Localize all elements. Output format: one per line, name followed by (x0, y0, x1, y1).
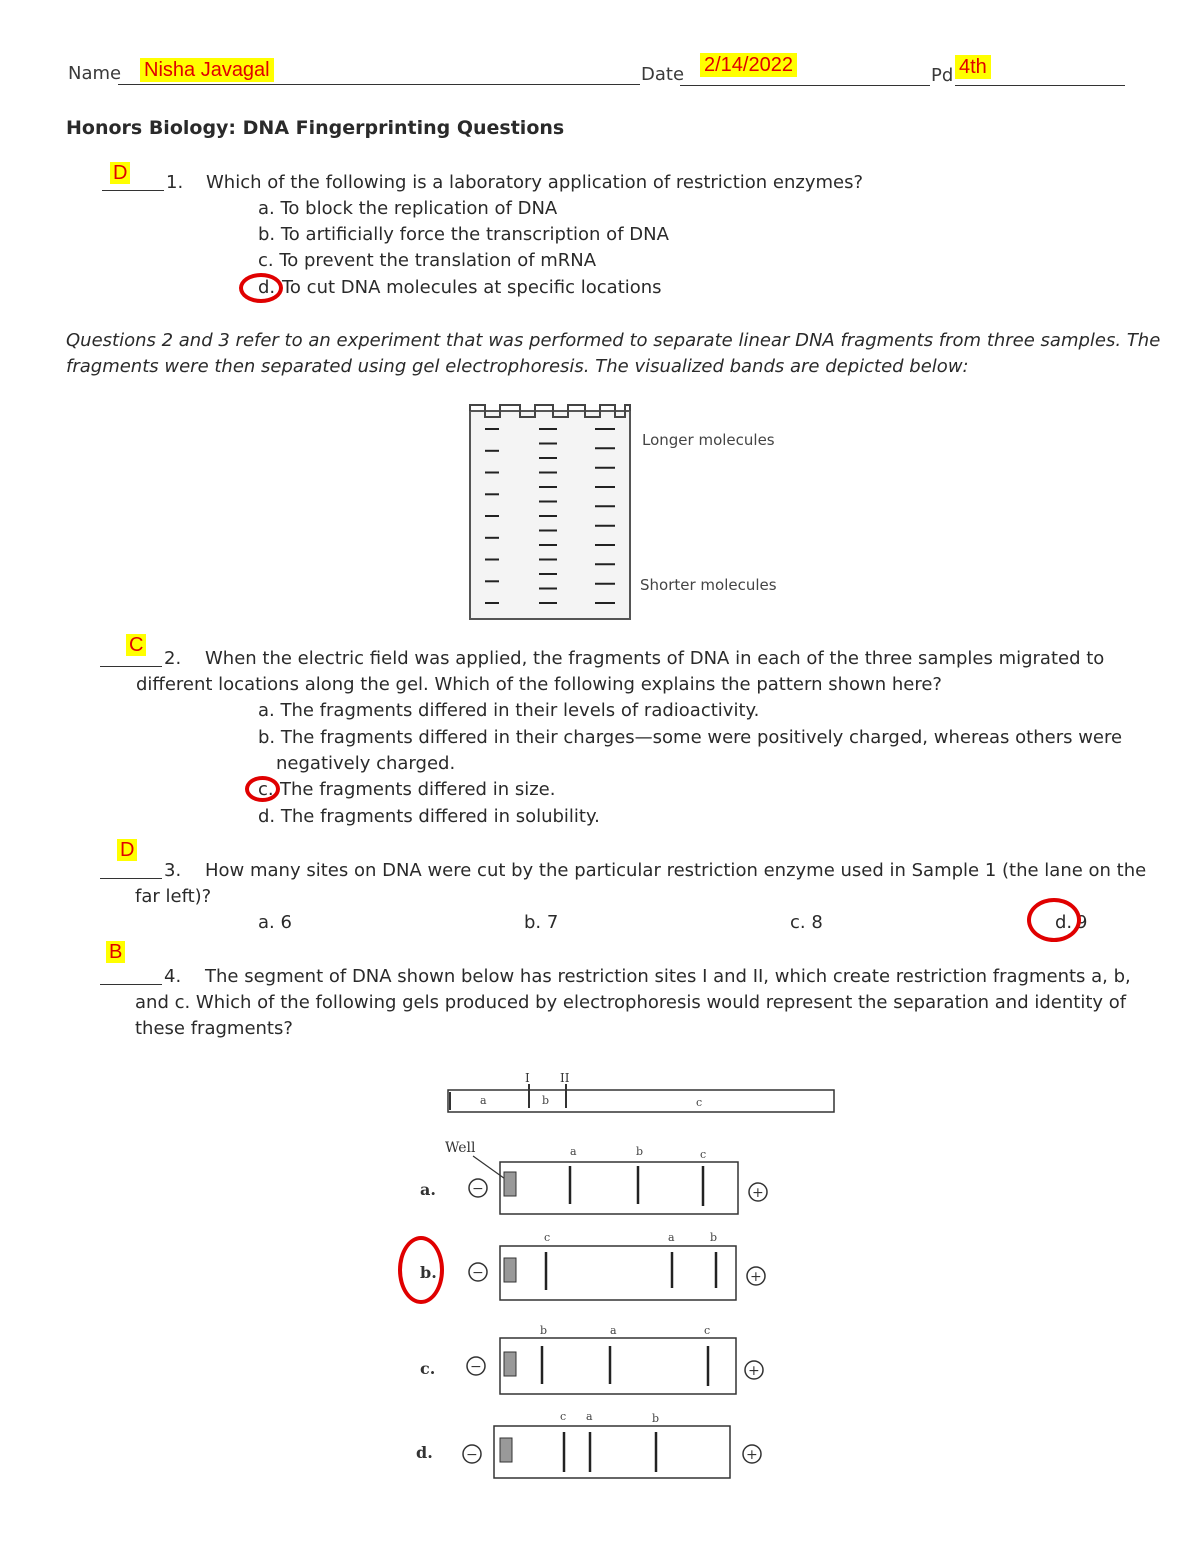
q4-answer-circle (398, 1236, 444, 1304)
gel-c-negative: − (470, 1359, 482, 1375)
gel-d-label-3: b (652, 1412, 660, 1425)
q2-option-c-text: The fragments differed in size. (280, 779, 556, 800)
fragment-label-c: c (696, 1096, 703, 1109)
gel-bottom-label: Shorter molecules (640, 576, 777, 594)
gel-b-label-1: c (544, 1231, 551, 1244)
q3-option-d-letter: d. (1055, 912, 1073, 933)
gel-b-label-3: b (710, 1231, 718, 1244)
dna-segment-bar (448, 1090, 834, 1112)
dna-segment-figure (440, 1068, 840, 1118)
q4-question-line-2: and c. Which of the following gels produced by electrophoresis would represent the separation and identity of (135, 992, 1127, 1013)
q1-question: Which of the following is a laboratory application of restriction enzymes? (206, 172, 864, 193)
gel-a-label-1: a (570, 1145, 577, 1158)
q3-answer-circle (1027, 898, 1081, 942)
q4-answer[interactable]: B (106, 941, 125, 963)
gel-d-label-2: a (586, 1410, 593, 1423)
intro-line-2: fragments were then separated using gel electrophoresis. The visualized bands are depicted below: (66, 356, 969, 377)
date-label: Date (641, 64, 685, 85)
q2-question-line-1: When the electric field was applied, the fragments of DNA in each of the three samples migrated to (205, 648, 1105, 669)
gel-d-letter: d. (416, 1443, 433, 1462)
gel-a-positive: + (752, 1185, 764, 1201)
site-label-2: II (560, 1071, 570, 1085)
q3-option-d-value: 9 (1076, 912, 1088, 933)
gel-d-label-1: c (560, 1410, 567, 1423)
q3-number: 3. (164, 860, 182, 881)
date-value[interactable]: 2/14/2022 (700, 53, 797, 77)
well-label: Well (445, 1140, 476, 1156)
q3-answer-line (100, 878, 162, 879)
q3-option-a: a. 6 (258, 912, 292, 933)
q3-option-b: b. 7 (524, 912, 559, 933)
pd-line (955, 85, 1125, 86)
pd-value[interactable]: 4th (955, 55, 991, 79)
fragment-label-a: a (480, 1094, 487, 1107)
gel-d-positive: + (746, 1447, 758, 1463)
site-label-1: I (525, 1071, 530, 1085)
q1-answer-line (102, 190, 164, 191)
q1-option-c: c. To prevent the translation of mRNA (258, 250, 597, 271)
gel-b-positive: + (750, 1269, 762, 1285)
gel-d-negative: − (466, 1447, 478, 1463)
gel-c-positive: + (748, 1363, 760, 1379)
q1-answer-circle (239, 273, 283, 303)
gel-figure (465, 403, 640, 625)
gel-b (460, 1226, 780, 1308)
q2-answer-circle (245, 776, 280, 802)
gel-b-letter: b. (420, 1263, 437, 1282)
gel-top-label: Longer molecules (642, 431, 775, 449)
page-title: Honors Biology: DNA Fingerprinting Questions (66, 117, 565, 139)
gel-c-label-1: b (540, 1324, 548, 1337)
q2-option-d: d. The fragments differed in solubility. (258, 806, 600, 827)
q4-question-line-1: The segment of DNA shown below has restriction sites I and II, which create restriction fragments a, b, (205, 966, 1131, 987)
q1-option-a: a. To block the replication of DNA (258, 198, 558, 219)
q2-answer-line (100, 666, 162, 667)
gel-d (456, 1402, 776, 1486)
gel-a-label-3: c (700, 1148, 707, 1161)
q1-number: 1. (166, 172, 184, 193)
q3-question-line-2: far left)? (135, 886, 212, 907)
q4-question-line-3: these fragments? (135, 1018, 293, 1039)
gel-a-negative: − (472, 1181, 484, 1197)
intro-line-1: Questions 2 and 3 refer to an experiment that was performed to separate linear DNA fragments from three samples. The (66, 330, 1161, 351)
q4-answer-line (100, 984, 162, 985)
q2-option-b-line-2: negatively charged. (276, 753, 456, 774)
gel-c-letter: c. (420, 1359, 436, 1378)
gel-a-label-2: b (636, 1145, 644, 1158)
gel-a-letter: a. (420, 1180, 436, 1199)
q2-answer[interactable]: C (126, 634, 146, 656)
gel-c-label-2: a (610, 1324, 617, 1337)
gel-b-negative: − (472, 1265, 484, 1281)
q1-answer[interactable]: D (110, 162, 130, 184)
gel-b-label-2: a (668, 1231, 675, 1244)
name-label: Name (68, 63, 122, 84)
q3-answer[interactable]: D (117, 839, 137, 861)
q1-option-d-text: To cut DNA molecules at specific locations (282, 277, 662, 298)
q2-option-b-line-1: b. The fragments differed in their charges—some were positively charged, whereas others were (258, 727, 1123, 748)
pd-label: Pd (931, 65, 954, 86)
gel-c-label-3: c (704, 1324, 711, 1337)
q1-option-b: b. To artificially force the transcription of DNA (258, 224, 669, 245)
q2-number: 2. (164, 648, 182, 669)
gel-a (460, 1142, 780, 1220)
name-value[interactable]: Nisha Javagal (140, 58, 274, 82)
name-line (118, 84, 640, 85)
q3-question-line-1: How many sites on DNA were cut by the particular restriction enzyme used in Sample 1 (the lane on the (205, 860, 1147, 881)
q1-option-d-letter: d. (258, 277, 276, 298)
q2-option-c-letter: c. (258, 779, 274, 800)
q3-option-c: c. 8 (790, 912, 823, 933)
q4-number: 4. (164, 966, 182, 987)
q2-option-a: a. The fragments differed in their levels of radioactivity. (258, 700, 760, 721)
gel-c (460, 1318, 780, 1402)
q2-question-line-2: different locations along the gel. Which of the following explains the pattern shown here? (136, 674, 942, 695)
date-line (680, 85, 930, 86)
fragment-label-b: b (542, 1094, 550, 1107)
